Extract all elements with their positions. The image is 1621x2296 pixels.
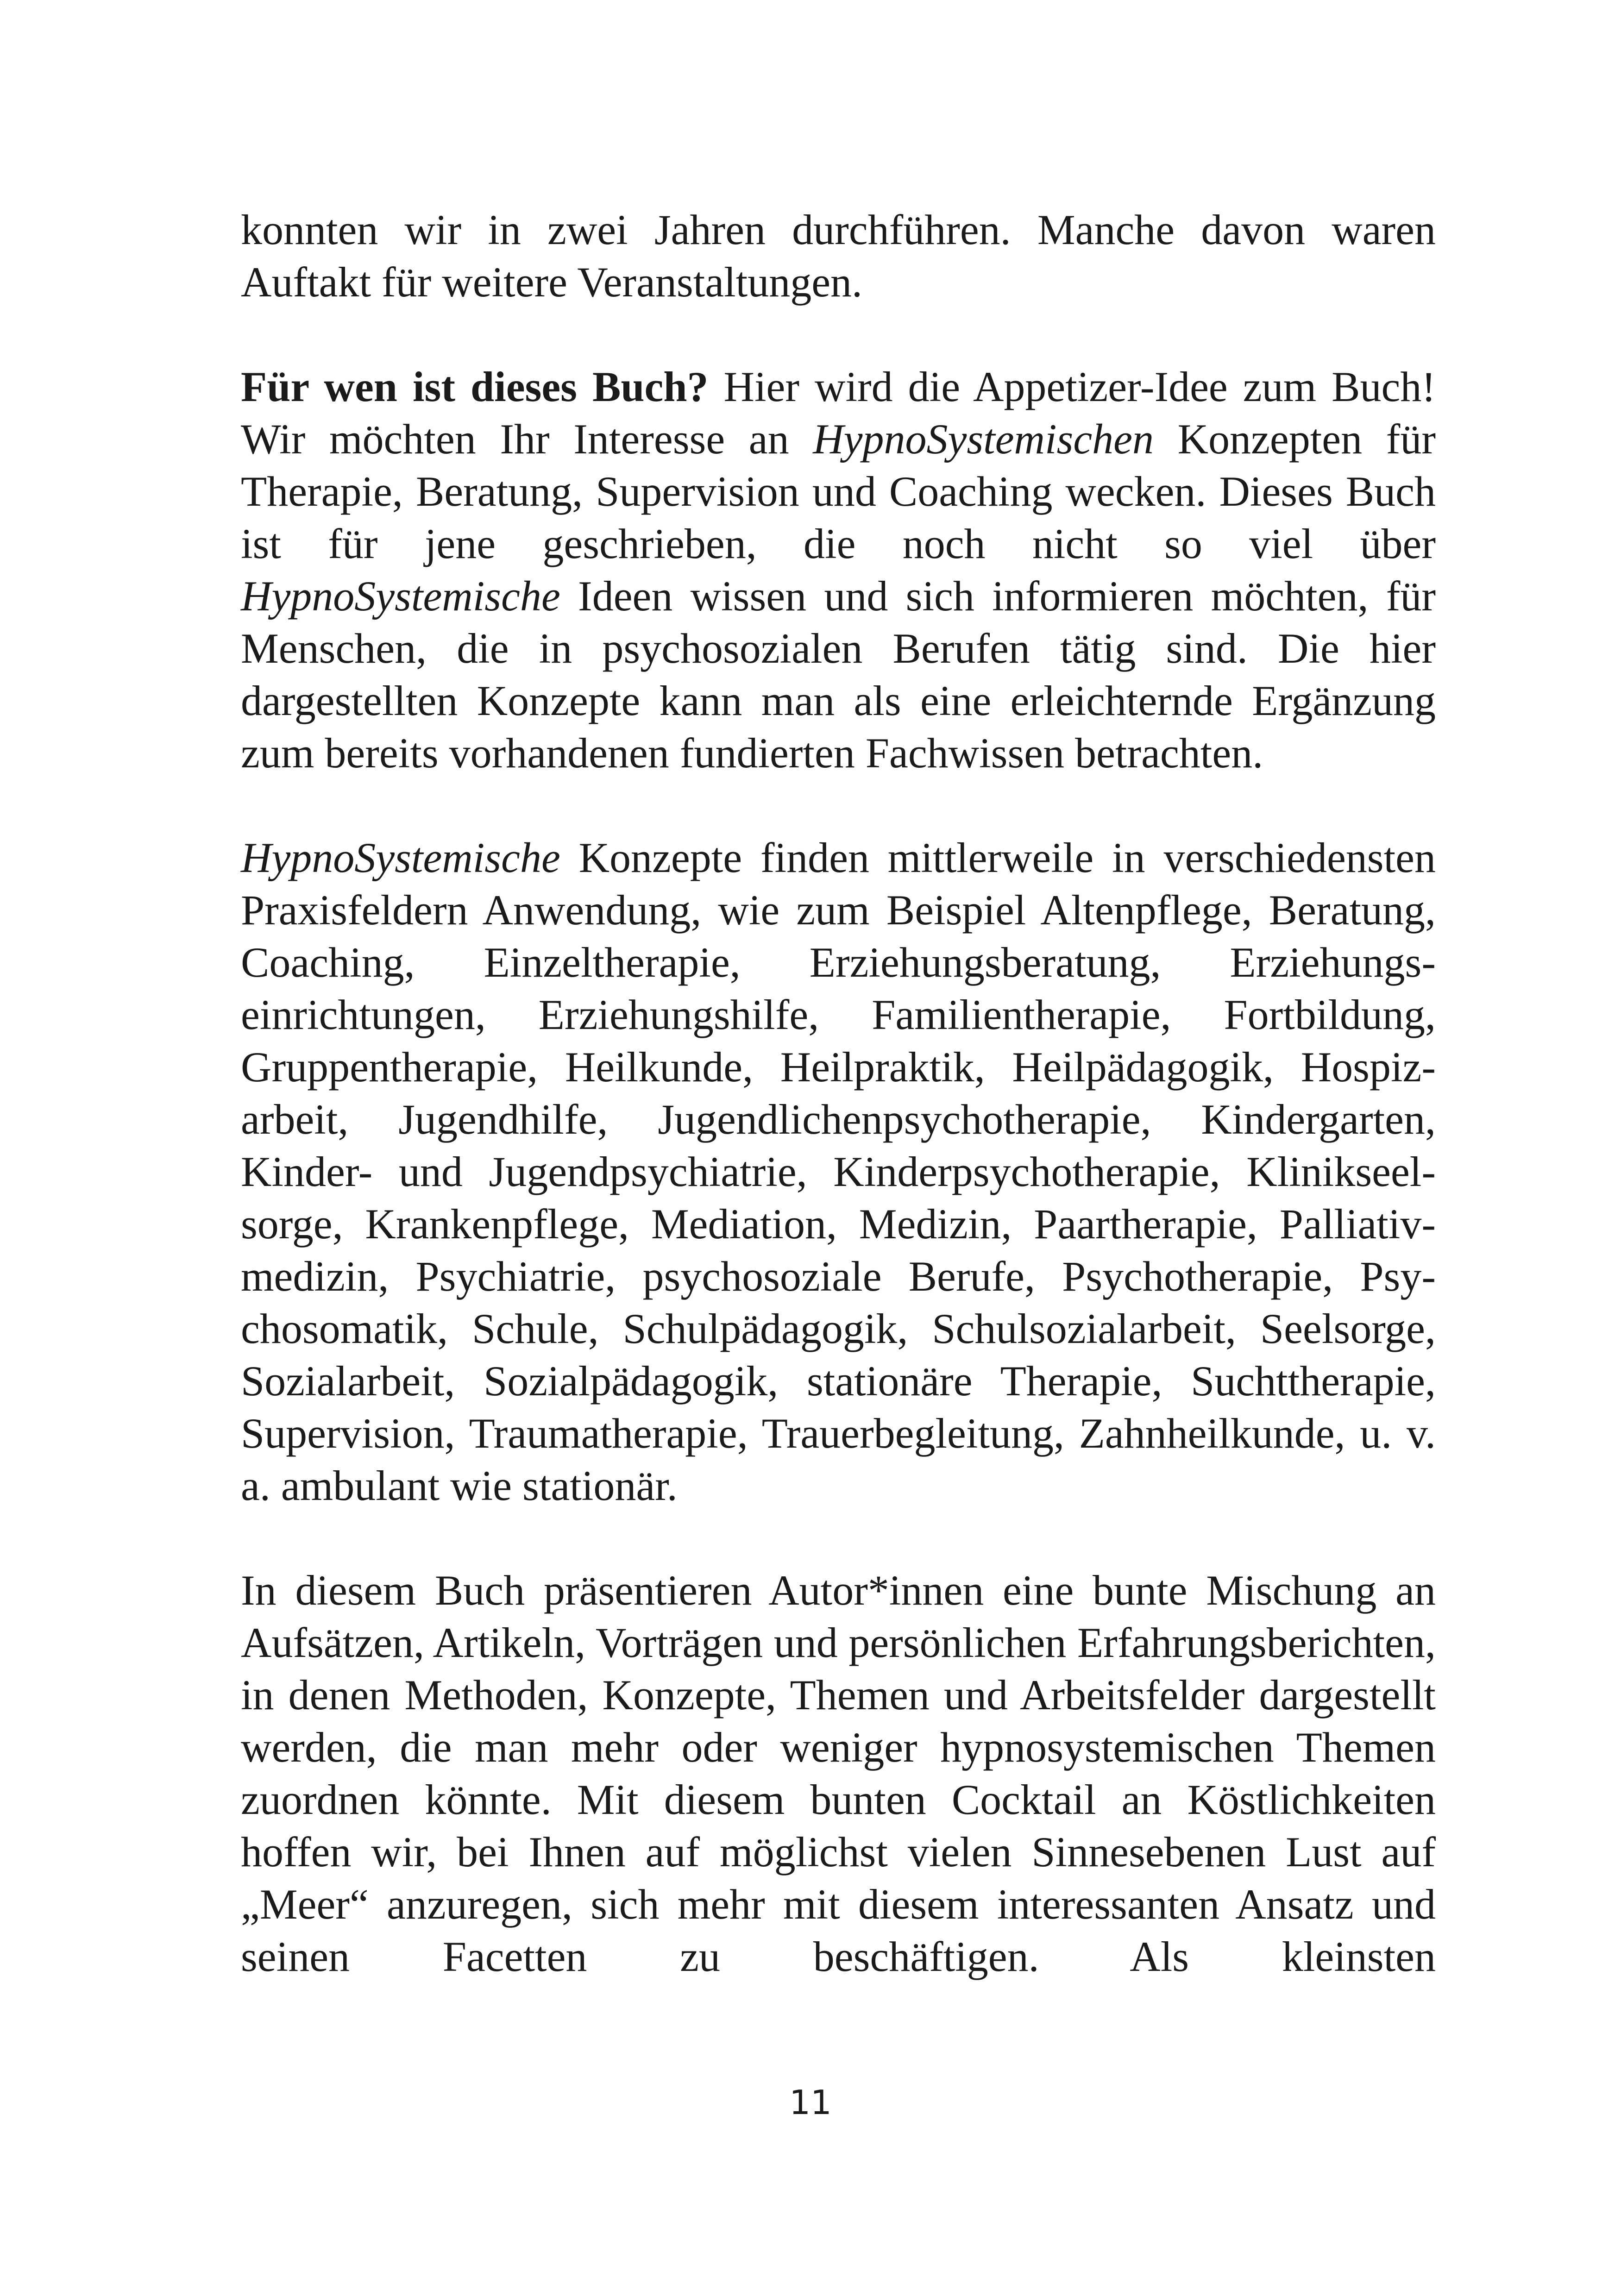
paragraph-3 — [241, 832, 1436, 1512]
page-number: 11 — [789, 2083, 832, 2122]
paragraph-1 — [241, 204, 1436, 308]
paragraph-2-text-2: Konzepten für Therapie, Beratung, Supervision und Coaching wecken. Dieses Buch ist für jene geschrieben, die noch nicht so viel über — [241, 415, 1436, 567]
paragraph-2-text-1: Hier wird die Appetizer-Idee zum Buch! Wir möchten Ihr Interesse an — [241, 363, 1436, 463]
paragraph-1-text: konnten wir in zwei Jahren durchführen. Manche davon waren Auftakt für weitere Veranstaltungen. — [241, 206, 1436, 306]
paragraph-4 — [241, 1564, 1436, 1983]
italic-term-1: HypnoSystemischen — [813, 415, 1154, 463]
paragraph-3-text: Konzepte finden mittlerweile in verschiedensten Praxisfeldern Anwendung, wie zum Beispiel Altenpflege, Beratung, Coaching, Einzeltherapie, Erziehungsberatung, Erziehungseinrichtungen, Erziehungshilfe, Familientherapie, Fortbildung, Gruppentherapie, Heilkunde, Heilpraktik, Heilpädagogik, Hospizarbeit, Jugendhilfe, Jugendlichenpsychotherapie, Kindergarten, Kinder- und Jugendpsychiatrie, Kinderpsychotherapie, Klinikseelsorge, Krankenpflege, Mediation, Medizin, Paartherapie, Palliativmedizin, Psychiatrie, psychosoziale Berufe, Psychotherapie, Psychosomatik, Schule, Schulpädagogik, Schulsozialarbeit, Seelsorge, Sozialarbeit, Sozialpädagogik, stationäre Therapie, Suchttherapie, Supervision, Traumatherapie, Trauerbegleitung, Zahnheilkunde, u. v. a. ambulant wie stationär. — [241, 834, 1436, 1509]
italic-term-2: HypnoSystemische — [241, 572, 560, 620]
paragraph-2-text-3: Ideen wissen und sich informieren möchten, für Menschen, die in psychosozialen Berufen tätig sind. Die hier dargestellten Konzepte kann man als eine erleichternde Ergänzung zum bereits vorhandenen fundierten Fachwissen betrachten. — [241, 572, 1436, 777]
italic-term-3: HypnoSystemische — [241, 834, 560, 881]
body-text — [241, 204, 1436, 1983]
section-lead-heading: Für wen ist dieses Buch? — [241, 363, 709, 410]
paragraph-2 — [241, 361, 1436, 779]
paragraph-4-text: In diesem Buch präsentieren Autor*innen eine bunte Mischung an Aufsätzen, Artikeln, Vorträgen und persönlichen Erfahrungsberichten, in denen Methoden, Konzepte, Themen und Arbeitsfelder dargestellt werden, die man mehr oder weniger hypnosystemischen Themen zuordnen könnte. Mit diesem bunten Cocktail an Köstlichkeiten hoffen wir, bei Ihnen auf möglichst vielen Sinnesebenen Lust auf „Meer“ anzuregen, sich mehr mit diesem interessanten Ansatz und seinen Facetten zu beschäftigen. Als kleinsten — [241, 1567, 1436, 1980]
